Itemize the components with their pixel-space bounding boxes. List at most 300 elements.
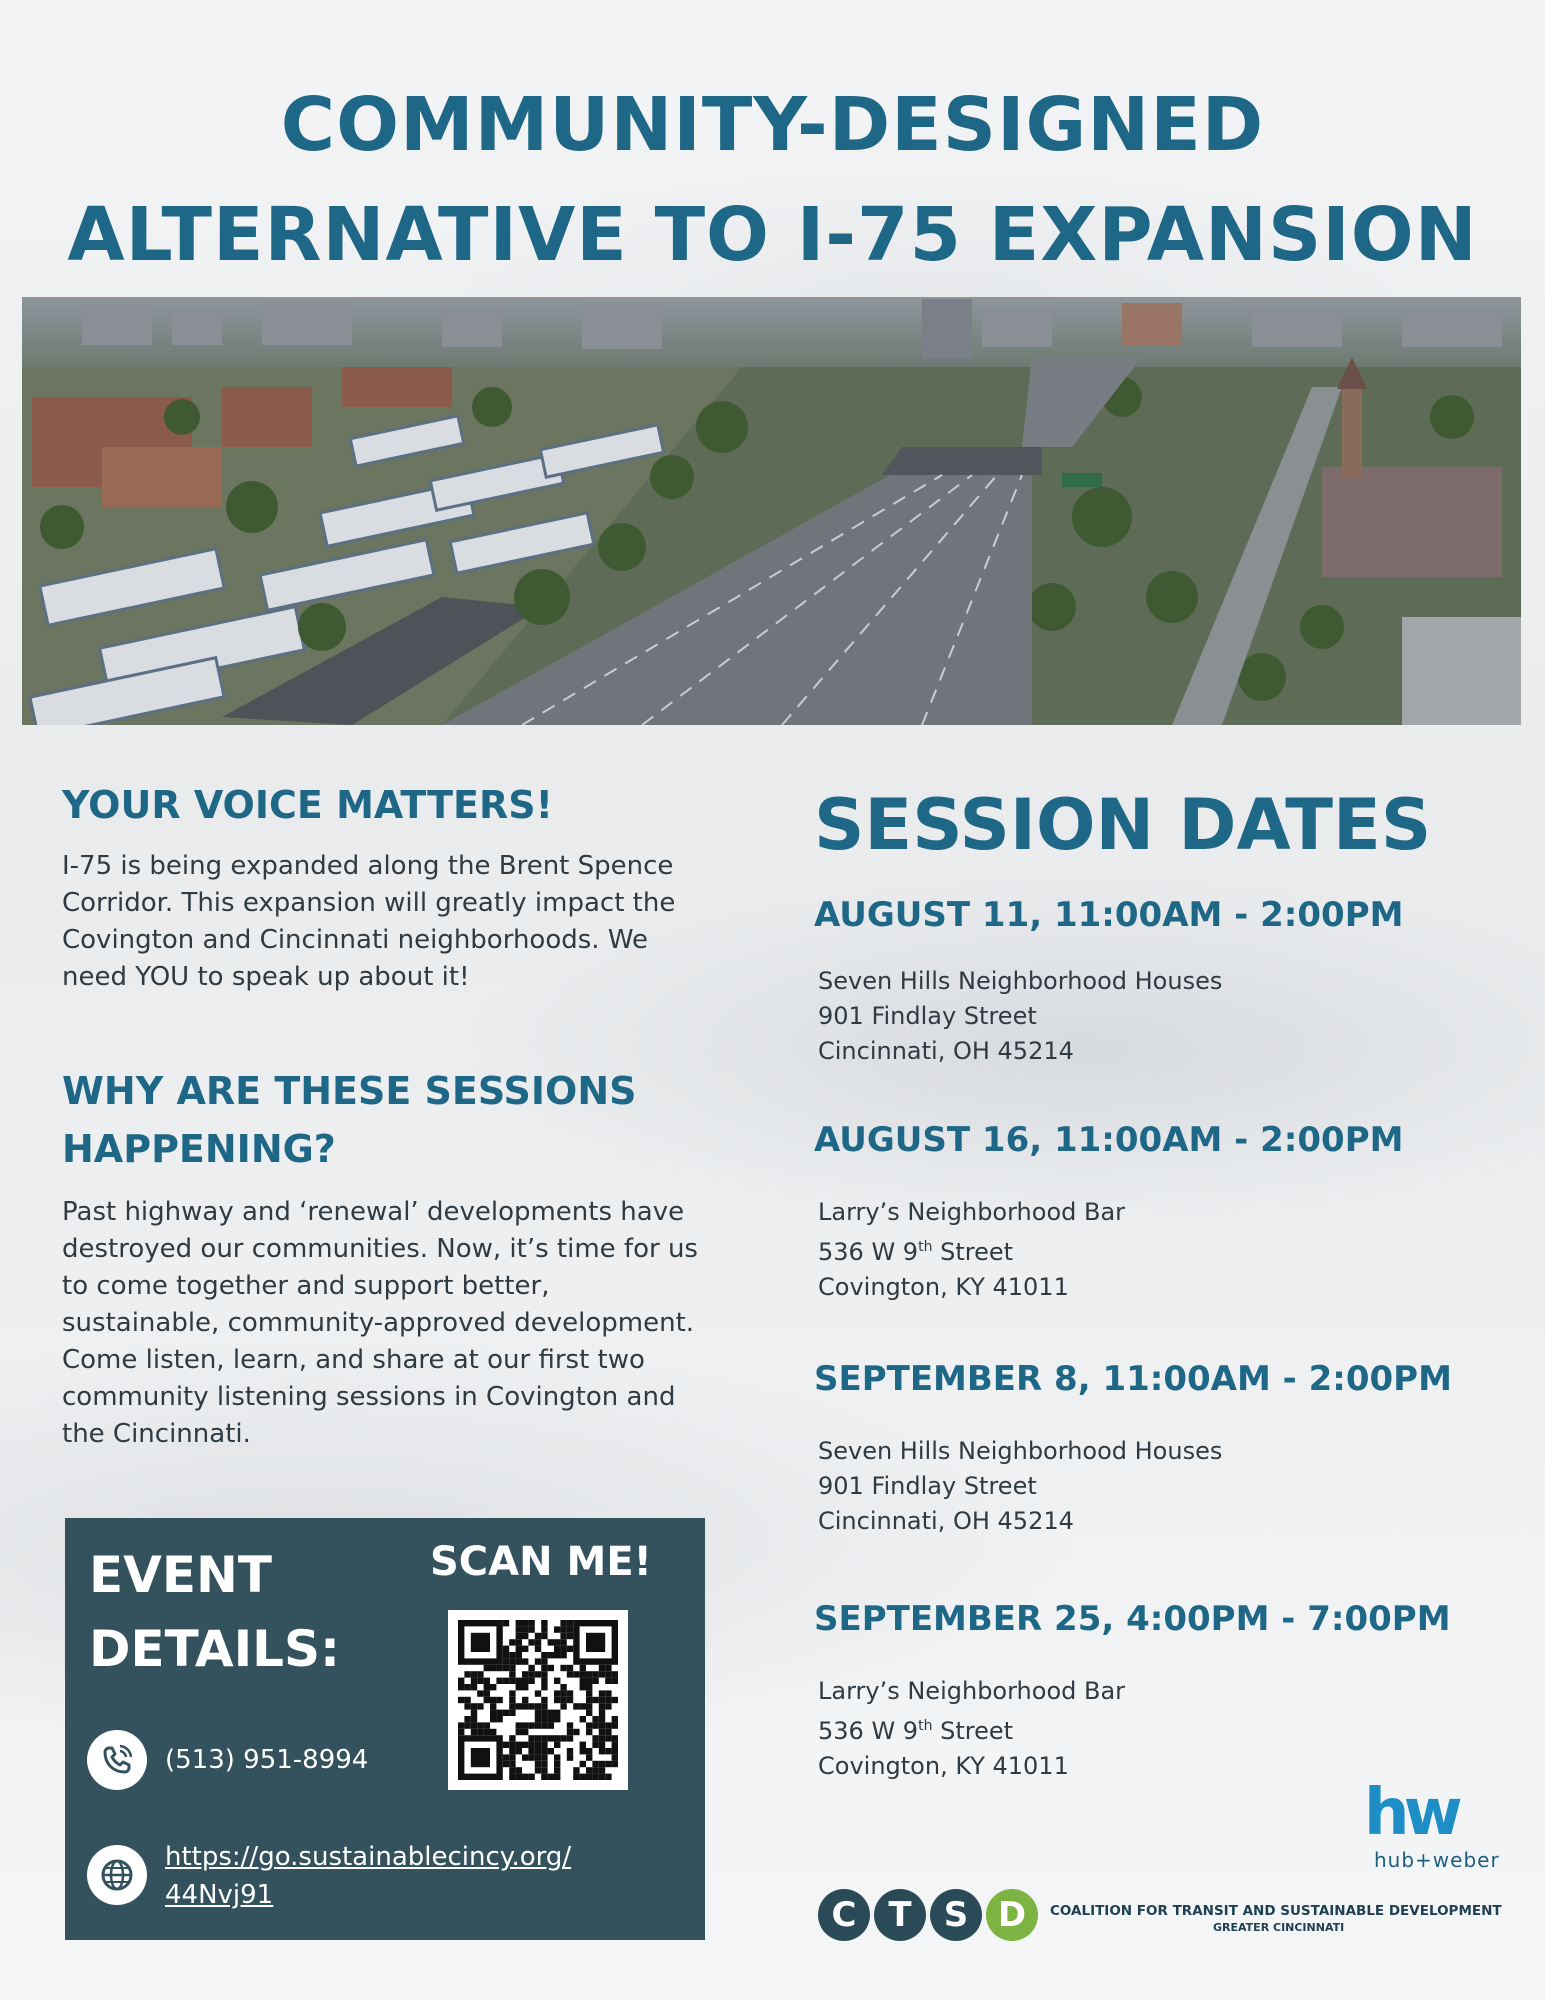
qr-module [573, 1729, 579, 1735]
qr-module [477, 1690, 483, 1696]
session-address [814, 1434, 1514, 1539]
qr-module [522, 1678, 528, 1684]
qr-module [528, 1735, 534, 1741]
qr-module [586, 1703, 592, 1709]
qr-module [612, 1748, 618, 1754]
qr-module [509, 1754, 515, 1760]
qr-module [599, 1774, 605, 1780]
qr-module [560, 1652, 566, 1658]
qr-module [599, 1735, 605, 1741]
qr-module [509, 1690, 515, 1696]
session-date: SEPTEMBER 8, 11:00AM - 2:00PM [814, 1359, 1452, 1399]
qr-module [503, 1620, 509, 1626]
session-street-rest: Street [932, 1717, 1014, 1745]
qr-module [548, 1722, 554, 1728]
voice-text: I-75 is being expanded along the Brent Spence Corridor. This expansion will greatly impact the Covington and Cincinnati neighborhoods. We need YOU to speak up about it! [62, 851, 676, 992]
qr-module [535, 1742, 541, 1748]
session-address [814, 964, 1514, 1069]
qr-module [471, 1729, 477, 1735]
qr-module [528, 1774, 534, 1780]
qr-module [503, 1652, 509, 1658]
qr-module [612, 1761, 618, 1767]
qr-module [580, 1761, 586, 1767]
qr-module [509, 1665, 515, 1671]
qr-module [516, 1684, 522, 1690]
qr-module [605, 1678, 611, 1684]
qr-module [503, 1646, 509, 1652]
qr-module [528, 1665, 534, 1671]
qr-module [509, 1671, 515, 1677]
qr-module [605, 1697, 611, 1703]
ctsd-letter-t: T [874, 1889, 926, 1941]
qr-module [592, 1722, 598, 1728]
session-street-row [818, 1230, 1514, 1270]
qr-code[interactable] [448, 1610, 628, 1790]
session-street: 901 Findlay Street [818, 1002, 1037, 1030]
qr-module [599, 1729, 605, 1735]
qr-module [471, 1684, 477, 1690]
qr-module [554, 1690, 560, 1696]
event-link-line-1[interactable]: https://go.sustainablecincy.org/ [165, 1842, 572, 1872]
qr-module [560, 1665, 566, 1671]
qr-module [496, 1665, 502, 1671]
qr-module [503, 1742, 509, 1748]
qr-module [580, 1665, 586, 1671]
qr-module [516, 1729, 522, 1735]
session-street-suffix: th [918, 1718, 933, 1734]
qr-module [548, 1665, 554, 1671]
qr-module [484, 1665, 490, 1671]
title-line-1: COMMUNITY-DESIGNED [280, 82, 1265, 168]
qr-module [464, 1697, 470, 1703]
qr-module [535, 1754, 541, 1760]
qr-module [592, 1735, 598, 1741]
qr-module [541, 1748, 547, 1754]
session-street-rest: Street [932, 1238, 1014, 1266]
qr-module [516, 1703, 522, 1709]
qr-module [560, 1735, 566, 1741]
qr-module [554, 1646, 560, 1652]
qr-module [560, 1646, 566, 1652]
qr-module [490, 1710, 496, 1716]
qr-module [586, 1774, 592, 1780]
qr-module [541, 1665, 547, 1671]
qr-module [599, 1690, 605, 1696]
qr-module [509, 1678, 515, 1684]
qr-module [605, 1690, 611, 1696]
qr-module [548, 1748, 554, 1754]
qr-module [541, 1742, 547, 1748]
event-label-line-1: EVENT [89, 1546, 272, 1604]
qr-module [567, 1620, 573, 1626]
qr-module [503, 1754, 509, 1760]
session-city: Covington, KY 41011 [818, 1752, 1069, 1780]
qr-module [541, 1722, 547, 1728]
qr-module [522, 1626, 528, 1632]
qr-module [503, 1761, 509, 1767]
qr-module [541, 1735, 547, 1741]
qr-module [554, 1754, 560, 1760]
qr-module [509, 1710, 515, 1716]
event-details-label [89, 1538, 389, 1686]
session-city: Cincinnati, OH 45214 [818, 1037, 1074, 1065]
qr-module [586, 1671, 592, 1677]
qr-module [535, 1703, 541, 1709]
qr-module [535, 1710, 541, 1716]
session-item [814, 1596, 1514, 1784]
session-venue: Seven Hills Neighborhood Houses [818, 1437, 1223, 1465]
qr-module [599, 1716, 605, 1722]
qr-module [528, 1626, 534, 1632]
qr-module [599, 1703, 605, 1709]
why-section [62, 1062, 702, 1178]
qr-module [528, 1639, 534, 1645]
qr-module [522, 1722, 528, 1728]
globe-icon [87, 1845, 147, 1905]
qr-module [573, 1767, 579, 1773]
qr-module [516, 1658, 522, 1664]
qr-module [490, 1697, 496, 1703]
qr-module [580, 1742, 586, 1748]
qr-module [592, 1678, 598, 1684]
scan-me-label: SCAN ME! [430, 1539, 652, 1585]
qr-module [464, 1722, 470, 1728]
qr-module [516, 1767, 522, 1773]
qr-module [560, 1633, 566, 1639]
qr-module [554, 1678, 560, 1684]
qr-module [541, 1697, 547, 1703]
qr-module [484, 1690, 490, 1696]
qr-module [605, 1735, 611, 1741]
qr-module [535, 1748, 541, 1754]
qr-code-graphic [448, 1610, 628, 1790]
qr-module [586, 1722, 592, 1728]
qr-module [541, 1684, 547, 1690]
qr-module [535, 1716, 541, 1722]
qr-module [554, 1652, 560, 1658]
event-details-box [65, 1518, 705, 1940]
qr-module [528, 1703, 534, 1709]
qr-module [535, 1639, 541, 1645]
ctsd-letter-c: C [818, 1889, 870, 1941]
qr-module [477, 1729, 483, 1735]
qr-module [580, 1678, 586, 1684]
qr-module [586, 1678, 592, 1684]
qr-module [535, 1646, 541, 1652]
qr-module [522, 1703, 528, 1709]
qr-module [612, 1678, 618, 1684]
why-text: Past highway and ‘renewal’ developments have destroyed our communities. Now, it’s time for us to come together and support better, sustainable, community-approved development. Come listen, learn, and share at our first two community listening sessions in Covington and the Cincinnati. [62, 1197, 698, 1449]
qr-module [580, 1716, 586, 1722]
qr-module [541, 1703, 547, 1709]
qr-module [471, 1678, 477, 1684]
qr-module [554, 1710, 560, 1716]
qr-module [509, 1748, 515, 1754]
qr-module [522, 1658, 528, 1664]
qr-module [477, 1671, 483, 1677]
session-venue: Larry’s Neighborhood Bar [818, 1198, 1126, 1226]
qr-module [535, 1761, 541, 1767]
qr-module [458, 1729, 464, 1735]
session-date: AUGUST 11, 11:00AM - 2:00PM [814, 895, 1404, 935]
qr-module [592, 1774, 598, 1780]
qr-module [509, 1639, 515, 1645]
qr-module [560, 1626, 566, 1632]
qr-module [612, 1716, 618, 1722]
qr-module [535, 1735, 541, 1741]
qr-module [516, 1774, 522, 1780]
qr-module [592, 1697, 598, 1703]
qr-module [471, 1722, 477, 1728]
why-heading: WHY ARE THESE SESSIONS HAPPENING? [62, 1069, 637, 1171]
qr-module [535, 1722, 541, 1728]
qr-module [458, 1678, 464, 1684]
qr-module [554, 1639, 560, 1645]
qr-module [477, 1678, 483, 1684]
qr-module [554, 1774, 560, 1780]
event-link[interactable] [165, 1838, 571, 1914]
qr-module [605, 1703, 611, 1709]
qr-module [490, 1665, 496, 1671]
qr-module [509, 1658, 515, 1664]
phone-icon [87, 1730, 147, 1790]
qr-module [509, 1703, 515, 1709]
qr-module [592, 1761, 598, 1767]
qr-module [541, 1754, 547, 1760]
qr-module [567, 1697, 573, 1703]
qr-module [592, 1671, 598, 1677]
qr-finder-pattern [586, 1633, 605, 1652]
qr-module [522, 1633, 528, 1639]
qr-module [599, 1761, 605, 1767]
qr-module [586, 1690, 592, 1696]
qr-module [522, 1697, 528, 1703]
qr-module [496, 1678, 502, 1684]
qr-module [567, 1754, 573, 1760]
hero-aerial-photo [22, 297, 1521, 725]
qr-module [605, 1722, 611, 1728]
qr-module [464, 1671, 470, 1677]
qr-finder-pattern [471, 1748, 490, 1767]
hub-weber-logo [1360, 1776, 1500, 1878]
voice-text-wrap [62, 848, 702, 996]
ctsd-logo [818, 1889, 1518, 1949]
qr-module [516, 1639, 522, 1645]
qr-module [464, 1684, 470, 1690]
qr-module [496, 1710, 502, 1716]
qr-module [548, 1774, 554, 1780]
qr-module [535, 1658, 541, 1664]
qr-module [599, 1671, 605, 1677]
qr-module [516, 1646, 522, 1652]
qr-module [580, 1703, 586, 1709]
qr-module [554, 1697, 560, 1703]
ctsd-region: GREATER CINCINNATI [1213, 1921, 1345, 1934]
qr-module [522, 1729, 528, 1735]
qr-module [471, 1716, 477, 1722]
session-date: AUGUST 16, 11:00AM - 2:00PM [814, 1120, 1404, 1160]
qr-module [580, 1748, 586, 1754]
qr-module [586, 1754, 592, 1760]
qr-module [605, 1729, 611, 1735]
qr-module [586, 1684, 592, 1690]
qr-module [586, 1697, 592, 1703]
qr-module [586, 1729, 592, 1735]
qr-module [458, 1684, 464, 1690]
qr-module [528, 1671, 534, 1677]
qr-module [554, 1742, 560, 1748]
qr-module [535, 1767, 541, 1773]
qr-module [573, 1703, 579, 1709]
qr-module [503, 1678, 509, 1684]
qr-module [560, 1697, 566, 1703]
qr-module [541, 1678, 547, 1684]
phone-glyph [99, 1742, 135, 1778]
qr-module [599, 1748, 605, 1754]
qr-module [560, 1690, 566, 1696]
phone-number[interactable]: (513) 951-8994 [165, 1745, 369, 1775]
qr-module [580, 1671, 586, 1677]
event-link-line-2[interactable]: 44Nvj91 [165, 1880, 274, 1910]
qr-module [516, 1722, 522, 1728]
qr-module [509, 1761, 515, 1767]
qr-module [509, 1735, 515, 1741]
qr-module [541, 1710, 547, 1716]
qr-module [509, 1697, 515, 1703]
qr-module [560, 1639, 566, 1645]
qr-module [548, 1652, 554, 1658]
qr-module [567, 1748, 573, 1754]
qr-module [554, 1626, 560, 1632]
qr-module [477, 1722, 483, 1728]
session-address [814, 1195, 1514, 1305]
qr-module [567, 1735, 573, 1741]
qr-module [541, 1774, 547, 1780]
qr-module [605, 1761, 611, 1767]
qr-module [599, 1665, 605, 1671]
qr-module [573, 1774, 579, 1780]
session-venue: Larry’s Neighborhood Bar [818, 1677, 1126, 1705]
qr-module [458, 1722, 464, 1728]
qr-module [573, 1671, 579, 1677]
title-line-2: ALTERNATIVE TO I-75 EXPANSION [67, 192, 1478, 278]
qr-module [586, 1767, 592, 1773]
qr-module [592, 1767, 598, 1773]
qr-module [599, 1722, 605, 1728]
qr-module [503, 1658, 509, 1664]
qr-module [605, 1671, 611, 1677]
qr-module [458, 1697, 464, 1703]
session-street: 536 W 9 [818, 1717, 919, 1745]
qr-module [471, 1671, 477, 1677]
qr-module [605, 1748, 611, 1754]
qr-module [496, 1697, 502, 1703]
qr-module [535, 1671, 541, 1677]
qr-module [484, 1729, 490, 1735]
qr-module [541, 1767, 547, 1773]
qr-module [567, 1646, 573, 1652]
qr-module [548, 1639, 554, 1645]
qr-module [464, 1703, 470, 1709]
session-item [814, 892, 1514, 1069]
qr-module [490, 1716, 496, 1722]
qr-module [612, 1697, 618, 1703]
qr-module [490, 1703, 496, 1709]
qr-module [528, 1754, 534, 1760]
qr-module [535, 1633, 541, 1639]
session-street-row [818, 1709, 1514, 1749]
qr-module [580, 1684, 586, 1690]
qr-module [496, 1716, 502, 1722]
qr-module [560, 1620, 566, 1626]
qr-module [599, 1742, 605, 1748]
qr-module [509, 1767, 515, 1773]
qr-module [516, 1748, 522, 1754]
qr-module [599, 1697, 605, 1703]
qr-module [490, 1684, 496, 1690]
qr-module [548, 1735, 554, 1741]
qr-module [554, 1716, 560, 1722]
qr-module [516, 1678, 522, 1684]
qr-module [528, 1678, 534, 1684]
qr-module [612, 1735, 618, 1741]
qr-module [516, 1620, 522, 1626]
qr-module [554, 1735, 560, 1741]
session-dates-heading: SESSION DATES [814, 784, 1432, 866]
qr-module [580, 1774, 586, 1780]
qr-module [522, 1754, 528, 1760]
qr-module [567, 1729, 573, 1735]
qr-module [612, 1722, 618, 1728]
qr-module [567, 1671, 573, 1677]
qr-module [516, 1742, 522, 1748]
hub-weber-text: hub+weber [1374, 1848, 1500, 1872]
qr-module [516, 1633, 522, 1639]
qr-module [516, 1626, 522, 1632]
qr-module [509, 1774, 515, 1780]
aerial-highway-illustration [22, 297, 1521, 725]
qr-module [503, 1710, 509, 1716]
qr-module [560, 1703, 566, 1709]
qr-module [509, 1652, 515, 1658]
session-item [814, 1117, 1514, 1305]
qr-module [484, 1678, 490, 1684]
qr-module [490, 1729, 496, 1735]
qr-module [484, 1684, 490, 1690]
qr-module [548, 1716, 554, 1722]
session-street-suffix: th [918, 1239, 933, 1255]
ctsd-name: COALITION FOR TRANSIT AND SUSTAINABLE DEVELOPMENT [1050, 1903, 1502, 1919]
qr-module [599, 1710, 605, 1716]
qr-module [522, 1742, 528, 1748]
qr-module [509, 1742, 515, 1748]
qr-module [535, 1690, 541, 1696]
qr-module [528, 1742, 534, 1748]
page-title [0, 70, 1545, 290]
session-venue: Seven Hills Neighborhood Houses [818, 967, 1223, 995]
qr-module [560, 1684, 566, 1690]
qr-module [567, 1633, 573, 1639]
event-label-line-2: DETAILS: [89, 1620, 341, 1678]
qr-module [612, 1742, 618, 1748]
qr-module [541, 1652, 547, 1658]
globe-glyph [99, 1857, 135, 1893]
ctsd-letter-s: S [930, 1889, 982, 1941]
session-date: SEPTEMBER 25, 4:00PM - 7:00PM [814, 1599, 1451, 1639]
qr-module [554, 1767, 560, 1773]
qr-module [592, 1742, 598, 1748]
qr-module [599, 1767, 605, 1773]
